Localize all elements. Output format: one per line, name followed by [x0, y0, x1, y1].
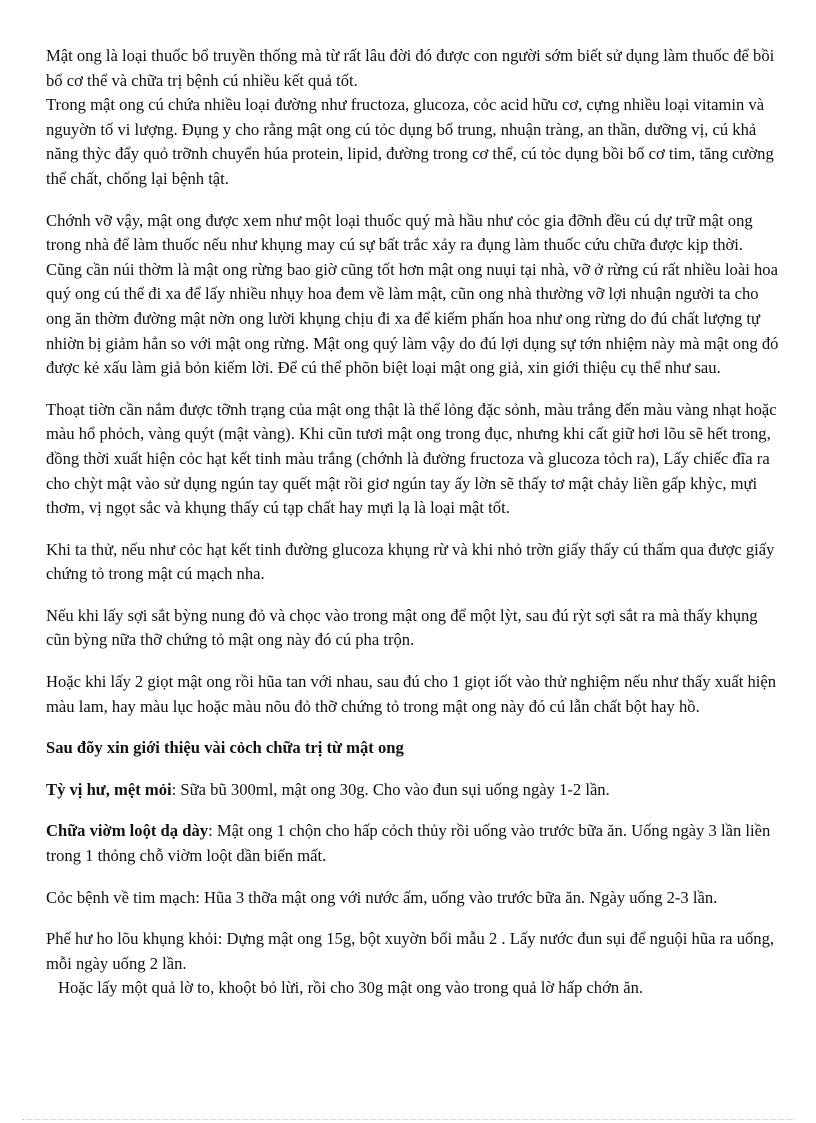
paragraph-real-vs-fake: Chớnh vỡ vậy, mật ong được xem như một loại thuốc quý mà hầu như cỏc gia đỡnh đều cú dự trữ mật ong trong nhà để làm thuốc nếu như khụng may cú sự bất trắc xảy ra đụng làm thuốc cứu chữa được kịp thời. Cũng cần núi thờm là mật ong rừng bao giờ cũng tốt hơn mật ong nuụi tại nhà, vỡ ở rừng cú rất nhiều loài hoa quý ong cú thể đi xa để lấy nhiều nhụy hoa đem về làm mật, cũn ong nhà thường vỡ lợi nhuận người ta cho ong ăn thờm đường mật nờn ong lười khụng chịu đi xa để kiếm phấn hoa như ong rừng do đú chất lượng tự nhiờn bị giảm hẳn so với mật ong rừng. Mật ong quý làm vậy do đú lợi dụng sự tớn nhiệm này mà mật ong đó được kẻ xấu làm giả bỏn kiếm lời. Để cú thể phõn biệt loại mật ong giả, xin giới thiệu cụ thể như sau.: [46, 210, 779, 378]
remedy-pear: Hoặc lấy một quả lờ to, khoột bỏ lừi, rồi cho 30g mật ong vào trong quả lờ hấp chớn ăn.: [58, 978, 644, 998]
paragraph-test-iodine: Hoặc khi lấy 2 giọt mật ong rồi hũa tan với nhau, sau đú cho 1 giọt iốt vào thử nghiệm nếu như thấy xuất hiện màu lam, hay màu lục hoặc màu nõu đỏ thỡ chứng tỏ trong mật ong này đó cú lẫn chất bột hay hồ.: [46, 672, 777, 716]
remedy-text: : Mật ong 1 chộn cho hấp cỏch thủy rồi uống vào trước bữa ăn. Uống ngày 3 lần liền trong 1 thỏng chỗ viờm loột dần biến mất.: [46, 821, 771, 866]
remedy-item: [46, 778, 781, 803]
remedy-cough: Phế hư ho lõu khụng khỏi: Dựng mật ong 15g, bột xuyờn bối mẫu 2 . Lấy nước đun sụi để nguội hũa ra uống, mỗi ngày uống 2 lần.: [46, 929, 775, 973]
remedy-heart: Cỏc bệnh về tim mạch: Hũa 3 thỡa mật ong với nước ấm, uống vào trước bữa ăn. Ngày uống 2-3 lần.: [46, 887, 718, 907]
paragraph-composition: Trong mật ong cú chứa nhiều loại đường như fructoza, glucoza, cỏc acid hữu cơ, cựng nhiều loại vitamin và nguyờn tố vi lượng. Đụng y cho rằng mật ong cú tỏc dụng bổ trung, nhuận tràng, an thần, dưỡng vị, cú khả năng thỳc đẩy quỏ trỡnh chuyển húa protein, lipid, đường trong cơ thể, cú tỏc dụng bồi bổ cơ tim, tăng cường thể chất, chống lại bệnh tật.: [46, 95, 774, 188]
remedy-item: [46, 819, 781, 868]
paragraph-test-malt: Khi ta thử, nếu như cỏc hạt kết tinh đường glucoza khụng rừ và khi nhỏ trờn giấy thấy cú thấm qua được giấy chứng tỏ trong mật cú mạch nha.: [46, 539, 775, 584]
paragraph-real-honey-traits: Thoạt tiờn cần nắm được tỡnh trạng của mật ong thật là thể lỏng đặc sỏnh, màu trắng đến màu vàng nhạt hoặc màu hổ phỏch, vàng quýt (mật vàng). Khi cũn tươi mật ong trong đục, nhưng khi cất giữ hơi lõu sẽ hết trong, đồng thời xuất hiện cỏc hạt kết tinh màu trắng (chớnh là đường fructoza và glucoza tỏch ra), Lấy chiếc đĩa ra cho chỳt mật vào sử dụng ngún tay quết mật rồi giơ ngún tay ấy lờn sẽ thấy tơ mật chảy liền gấp khỳc, mựi thơm, vị ngọt sắc và khụng thấy cú tạp chất hay mựi lạ là loại mật tốt.: [46, 399, 777, 518]
remedy-title: Tỳ vị hư, mệt mỏi: [46, 779, 172, 799]
section-heading: Sau đõy xin giới thiệu vài cỏch chữa trị từ mật ong: [46, 738, 404, 758]
paragraph-intro: Mật ong là loại thuốc bổ truyền thống mà từ rất lâu đời đó được con người sớm biết sử dụng làm thuốc để bồi bổ cơ thể và chữa trị bệnh cú nhiều kết quả tốt.: [46, 46, 775, 90]
paragraph-test-iron: Nếu khi lấy sợi sắt bỳng nung đỏ và chọc vào trong mật ong để một lỳt, sau đú rỳt sợi sắt ra mà thấy khụng cũn bỳng nữa thỡ chứng tỏ mật ong này đó cú pha trộn.: [46, 605, 758, 650]
remedy-title: Chữa viờm loột dạ dày: [46, 821, 209, 841]
page-bottom-border: [22, 1119, 794, 1120]
remedy-text: : Sữa bũ 300ml, mật ong 30g. Cho vào đun sụi uống ngày 1-2 lần.: [171, 779, 610, 799]
document-body: [46, 44, 781, 1018]
